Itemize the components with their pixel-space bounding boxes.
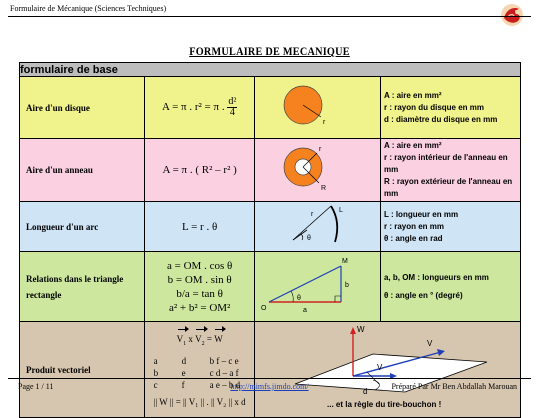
vector-v2: $V_2$ [195, 332, 205, 351]
legend-line: A : aire en mm² [383, 141, 442, 150]
header-title: Formulaire de Mécanique (Sciences Techniques) [10, 4, 167, 13]
legend-cell [380, 252, 520, 322]
vector-v1: $V_1$ [177, 332, 187, 351]
corkscrew-note: ... et la règle du tire-bouchon ! [326, 400, 442, 409]
norm-formula: || W || = || V₁ || . || V₂ || x d [153, 396, 246, 407]
legend-line: θ : angle en ° (degré) [383, 290, 463, 300]
section-header-row [20, 63, 521, 77]
outer-radius-label: R [320, 185, 327, 192]
det-cell: a [153, 355, 158, 366]
formula-cell [145, 77, 255, 139]
length-label: L [338, 207, 343, 214]
vector-product-diagram [255, 322, 520, 412]
figure-cell [254, 252, 380, 322]
hypotenuse-line [269, 266, 341, 302]
row-name: Aire d'un anneau [20, 139, 145, 202]
legend-cell [380, 77, 520, 139]
angle-arc [301, 234, 303, 240]
legend-line: A : aire en mm² [383, 90, 442, 100]
legend-cell [380, 202, 520, 252]
legend-line: R : rayon extérieur de l'anneau en mm [383, 177, 513, 198]
angle-label: θ [306, 235, 311, 242]
angle-label: θ [296, 295, 301, 302]
legend-line: r : rayon en mm [383, 221, 444, 231]
vertex-m-label: M [341, 258, 348, 265]
disk-diagram [255, 77, 380, 133]
cross-operator: x [188, 334, 193, 345]
formula-text: L = r . θ [145, 202, 255, 252]
row-longueur-arc [20, 202, 521, 252]
ring-diagram [255, 139, 380, 196]
row-name: Aire d'un disque [20, 77, 145, 139]
row-triangle-rectangle [20, 252, 521, 322]
row-name: Produit vectoriel [20, 322, 145, 418]
det-cell: f [181, 379, 185, 390]
w-label: W [356, 325, 365, 334]
v2-label: V [426, 339, 433, 348]
v2-arrowhead [437, 349, 445, 356]
legend-cell [380, 139, 520, 202]
w-arrowhead [350, 327, 356, 334]
red-dragon-logo-icon [499, 2, 525, 28]
fraction [227, 97, 237, 118]
figure-cell [254, 202, 380, 252]
side-a-label: a [302, 307, 307, 314]
det-cell: e [181, 367, 186, 378]
arc-diagram [255, 202, 380, 246]
legend-line: L : longueur en mm [383, 209, 459, 219]
formula-line: a = OM . cos θ [167, 259, 233, 272]
header-rule [8, 16, 531, 17]
angle-arc [291, 291, 293, 302]
distance-label: d [362, 387, 368, 396]
legend-line: r : rayon du disque en mm [383, 102, 484, 112]
side-b-label: b [344, 282, 349, 289]
row-aire-disque [20, 77, 521, 139]
inner-radius-label: r [318, 146, 322, 153]
document-title: FORMULAIRE DE MECANIQUE [189, 44, 350, 58]
page-number: Page 1 / 11 [18, 382, 54, 391]
row-aire-anneau [20, 139, 521, 202]
radius-label: r [322, 119, 326, 126]
formula-text: A = π . ( R² – r² ) [145, 139, 255, 202]
det-cell: c d – a f [209, 367, 239, 378]
vector-w: W [214, 334, 223, 345]
row-name-line: Relations dans le triangle [26, 273, 124, 284]
row-name-line: rectangle [26, 289, 62, 300]
formula-table [19, 62, 521, 418]
det-cell: c [153, 379, 158, 390]
figure-cell [254, 139, 380, 202]
v1-label: V [376, 363, 383, 372]
equals-operator: = [206, 334, 212, 345]
vector-product-expression [145, 332, 254, 351]
arc-curve [331, 206, 337, 242]
vertex-o-label: O [260, 305, 267, 312]
det-cell: d [181, 355, 187, 366]
section-title: formulaire de base [20, 63, 521, 77]
det-cell: b f – c e [209, 355, 239, 366]
legend-line: θ : angle en rad [383, 233, 443, 243]
det-cell: b [153, 367, 159, 378]
website-link[interactable]: http://mimfs.jimdo.com/ [230, 382, 309, 391]
row-produit-vectoriel [20, 322, 521, 418]
author-credit: Préparé Par Mr Ben Abdallah Marouan [391, 382, 517, 391]
footer-rule [8, 378, 531, 379]
triangle-diagram [255, 252, 380, 316]
formula-cell [145, 322, 255, 418]
row-name [20, 252, 145, 322]
fraction-denominator: 4 [229, 107, 235, 118]
row-name: Longueur d'un arc [20, 202, 145, 252]
formula-line: b/a = tan θ [176, 287, 223, 300]
fraction-numerator: d² [228, 96, 237, 107]
legend-line: r : rayon intérieur de l'anneau en mm [383, 153, 508, 174]
formula-line: a² + b² = OM² [168, 301, 231, 314]
formula-cell [145, 252, 255, 322]
figure-cell [254, 77, 380, 139]
figure-cell [254, 322, 520, 418]
short-radius-line [293, 230, 307, 240]
det-cell: a e – b d [209, 379, 241, 390]
formula-line: b = OM . sin θ [167, 273, 232, 286]
right-angle-mark [335, 296, 341, 302]
formula-text: A = π . r² = π . [162, 101, 225, 114]
legend-line: d : diamètre du disque en mm [383, 114, 498, 124]
radius-label: r [310, 211, 314, 218]
legend-line: a, b, OM : longueurs en mm [383, 272, 489, 282]
